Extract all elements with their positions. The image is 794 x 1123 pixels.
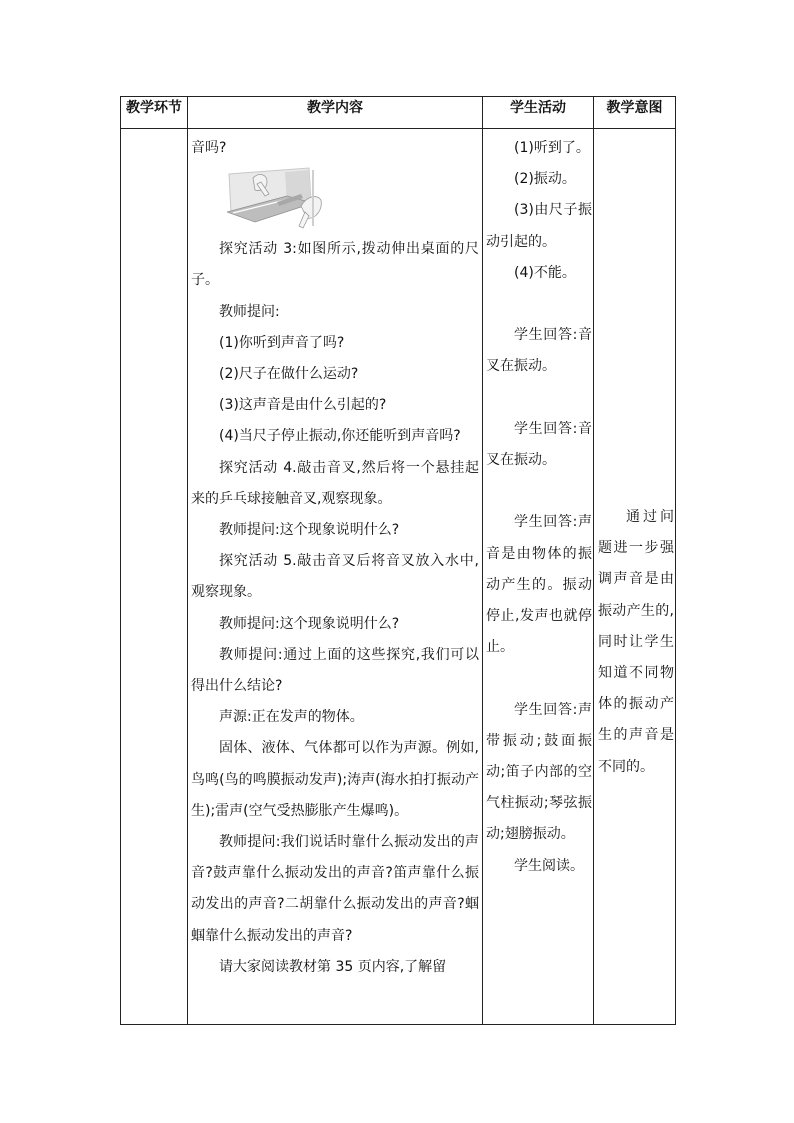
student-answer: 学生回答:音叉在振动。: [486, 420, 592, 468]
content-paragraph: (3)这声音是由什么引起的?: [219, 397, 387, 414]
content-paragraph: 请大家阅读教材第 35 页内容,了解留: [219, 958, 447, 975]
content-paragraph: 音吗?: [191, 140, 227, 156]
content-paragraph: 教师提问:: [219, 303, 280, 320]
teaching-intent-cell: [594, 129, 676, 1025]
content-cell: [188, 129, 483, 1025]
ruler-on-desk-illustration-icon: [191, 164, 479, 234]
lesson-plan-table: [120, 96, 676, 1025]
table-body-row: [121, 129, 676, 1025]
student-answer: 学生回答:声音是由物体的振动产生的。振动停止,发声也就停止。: [486, 514, 592, 656]
content-paragraph: 探究活动 5.敲击音叉后将音叉放入水中,观察现象。: [191, 553, 479, 601]
header-content: 教学内容: [188, 97, 483, 129]
header-stage: 教学环节: [121, 97, 188, 129]
student-answer: 学生回答:音叉在振动。: [486, 327, 592, 375]
content-paragraph: 固体、液体、气体都可以作为声源。例如,鸟鸣(鸟的鸣膜振动发声);涛声(海水拍打振动产生);雷声(空气受热膨胀产生爆鸣)。: [191, 740, 479, 819]
student-answer: (2)振动。: [514, 171, 576, 188]
content-paragraph: 探究活动 3:如图所示,拨动伸出桌面的尺子。: [191, 241, 479, 289]
student-answer: 学生阅读。: [514, 857, 584, 874]
student-activity-cell: [483, 129, 594, 1025]
content-paragraph: 教师提问:通过上面的这些探究,我们可以得出什么结论?: [191, 646, 479, 695]
content-paragraph: (4)当尺子停止振动,你还能听到声音吗?: [219, 428, 461, 445]
content-paragraph: (2)尺子在做什么运动?: [219, 366, 359, 383]
content-paragraph: (1)你听到声音了吗?: [219, 334, 345, 351]
student-answer: (1)听到了。: [514, 140, 590, 156]
content-paragraph: 声源:正在发声的物体。: [219, 709, 364, 726]
student-answer: (3)由尺子振动引起的。: [486, 202, 592, 250]
teaching-intent-text: 通过问题进一步强调声音是由振动产生的,同时让学生知道不同物体的振动产生的声音是不同的。: [598, 509, 674, 775]
content-paragraph: 教师提问:这个现象说明什么?: [219, 615, 400, 632]
content-paragraph: 教师提问:我们说话时靠什么振动发出的声音?鼓声靠什么振动发出的声音?笛声靠什么振动发出的声音?二胡靠什么振动发出的声音?蝈蝈靠什么振动发出的声音?: [191, 834, 479, 944]
student-answer: (4)不能。: [514, 264, 576, 281]
content-paragraph: 探究活动 4.敲击音叉,然后将一个悬挂起来的乒乓球接触音叉,观察现象。: [191, 459, 479, 507]
header-student: 学生活动: [483, 97, 594, 129]
stage-cell: [121, 129, 188, 1025]
student-answer: 学生回答:声带振动;鼓面振动;笛子内部的空气柱振动;琴弦振动;翅膀振动。: [486, 701, 592, 843]
table-header-row: [121, 97, 676, 129]
content-paragraph: 教师提问:这个现象说明什么?: [219, 522, 400, 539]
header-intent: 教学意图: [594, 97, 676, 129]
